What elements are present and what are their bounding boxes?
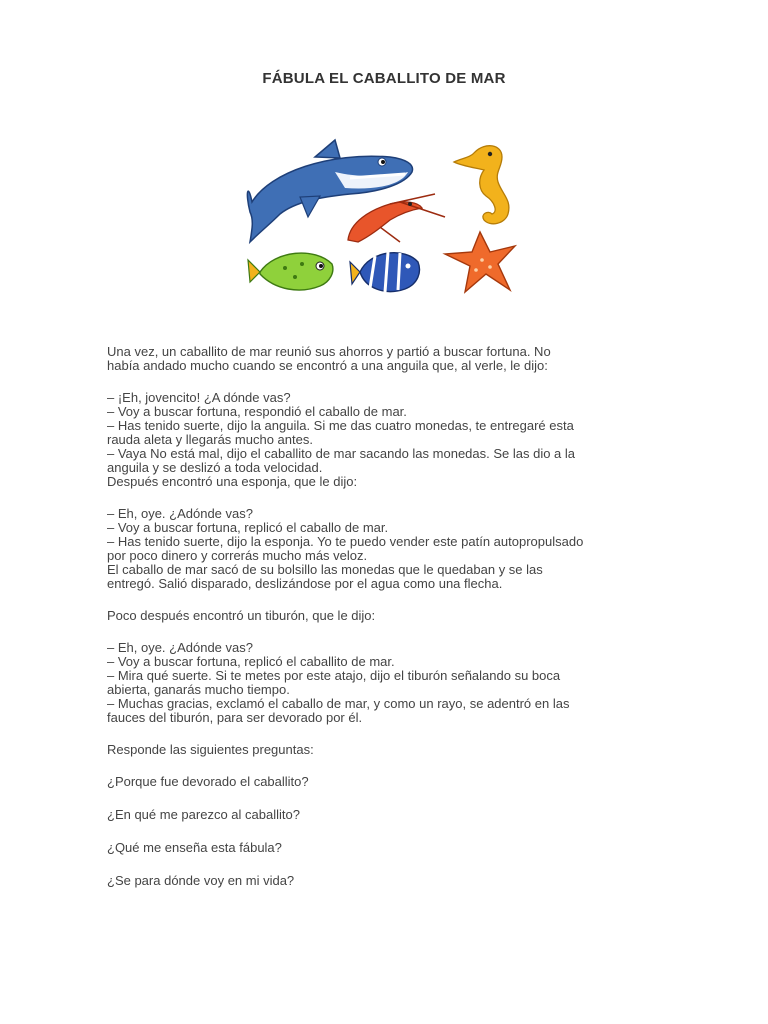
paragraph xyxy=(107,507,667,591)
text-line: El caballo de mar sacó de su bolsillo las monedas que le quedaban y se las xyxy=(107,562,543,577)
text-line: Después encontró una esponja, que le dijo: xyxy=(107,474,358,489)
question-item: ¿Se para dónde voy en mi vida? xyxy=(107,873,295,888)
paragraph xyxy=(107,345,667,373)
text-line: – Has tenido suerte, dijo la anguila. Si me das cuatro monedas, te entregaré esta xyxy=(107,418,574,433)
text-line: – Muchas gracias, exclamó el caballo de mar, y como un rayo, se adentró en las xyxy=(107,696,570,711)
starfish-icon xyxy=(445,232,515,292)
text-line: – Has tenido suerte, dijo la esponja. Yo te puedo vender este patín autopropulsado xyxy=(107,534,584,549)
paragraph xyxy=(107,641,667,725)
text-line: rauda aleta y llegarás mucho antes. xyxy=(107,432,313,447)
text-line: – Voy a buscar fortuna, replicó el caballito de mar. xyxy=(107,654,395,669)
shrimp-icon xyxy=(348,194,445,242)
text-line: – Eh, oye. ¿Adónde vas? xyxy=(107,640,253,655)
text-line: Poco después encontró un tiburón, que le dijo: xyxy=(107,608,376,623)
text-line: había andado mucho cuando se encontró a una anguila que, al verle, le dijo: xyxy=(107,358,548,373)
text-line: abierta, ganarás mucho tiempo. xyxy=(107,682,290,697)
question-item: ¿Porque fue devorado el caballito? xyxy=(107,774,309,789)
text-line: Responde las siguientes preguntas: xyxy=(107,742,314,757)
paragraph xyxy=(107,609,667,623)
text-line: anguila y se deslizó a toda velocidad. xyxy=(107,460,323,475)
striped-fish-icon xyxy=(350,252,419,292)
text-line: entregó. Salió disparado, deslizándose por el agua como una flecha. xyxy=(107,576,503,591)
text-line: – Eh, oye. ¿Adónde vas? xyxy=(107,506,253,521)
text-line: Una vez, un caballito de mar reunió sus ahorros y partió a buscar fortuna. No xyxy=(107,344,551,359)
document-title: FÁBULA EL CABALLITO DE MAR xyxy=(262,70,506,87)
text-line: – Vaya No está mal, dijo el caballito de mar sacando las monedas. Se las dio a la xyxy=(107,446,576,461)
questions-intro xyxy=(107,743,667,757)
green-fish-icon xyxy=(248,253,333,290)
sea-animals-illustration xyxy=(240,132,530,302)
text-line: – Voy a buscar fortuna, respondió el caballo de mar. xyxy=(107,404,407,419)
text-line: – Mira qué suerte. Si te metes por este atajo, dijo el tiburón señalando su boca xyxy=(107,668,561,683)
text-line: fauces del tiburón, para ser devorado por él. xyxy=(107,710,363,725)
question-item: ¿En qué me parezco al caballito? xyxy=(107,807,300,822)
paragraph xyxy=(107,391,667,489)
text-line: por poco dinero y correrás mucho más veloz. xyxy=(107,548,368,563)
question-item: ¿Qué me enseña esta fábula? xyxy=(107,840,282,855)
text-line: – ¡Eh, jovencito! ¿A dónde vas? xyxy=(107,390,291,405)
seahorse-icon xyxy=(454,146,509,224)
shark-icon xyxy=(247,140,412,242)
story-body xyxy=(107,345,667,907)
text-line: – Voy a buscar fortuna, replicó el caballo de mar. xyxy=(107,520,389,535)
